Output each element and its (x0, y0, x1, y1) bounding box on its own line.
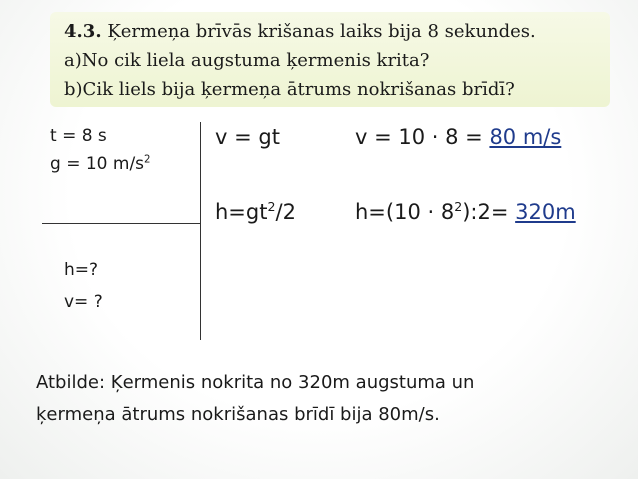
unknown-v: v= ? (64, 292, 103, 312)
formula-v: v = gt (215, 125, 280, 149)
formula-h-text: h=gt (215, 200, 268, 224)
result-v: 80 m/s (489, 125, 562, 149)
solution-divider (200, 122, 201, 340)
problem-statement (50, 12, 610, 107)
calc-h-text: h=(10 · 8 (355, 200, 455, 224)
unknown-h: h=? (64, 260, 99, 280)
given-g-text: g = 10 m/s (50, 154, 145, 174)
question-b: b)Cik liels bija ķermeņa ātrums nokrišanas brīdī? (64, 79, 515, 100)
problem-title-text: Ķermeņa brīvās krišanas laiks bija 8 sekundes. (101, 21, 536, 42)
calc-v (355, 125, 561, 149)
formula-h (215, 200, 296, 224)
result-h: 320m (515, 200, 576, 224)
calc-v-text: v = 10 · 8 = (355, 125, 490, 149)
problem-title (64, 18, 536, 46)
calc-h (355, 200, 576, 224)
question-a: a)No cik liela augstuma ķermenis krita? (64, 50, 430, 71)
answer-line-1: Atbilde: Ķermenis nokrita no 320m augstuma un (36, 372, 475, 393)
formula-h-suffix: /2 (275, 200, 296, 224)
given-g (50, 154, 151, 174)
problem-number: 4.3. (64, 21, 102, 42)
answer-line-2: ķermeņa ātrums nokrišanas brīdī bija 80m/s. (36, 404, 440, 425)
given-divider (42, 223, 200, 224)
formula-h-exponent: 2 (267, 199, 276, 214)
given-t: t = 8 s (50, 126, 107, 146)
calc-h-suffix: ):2= (462, 200, 516, 224)
calc-h-exponent: 2 (454, 199, 463, 214)
given-g-exponent: 2 (144, 154, 151, 166)
